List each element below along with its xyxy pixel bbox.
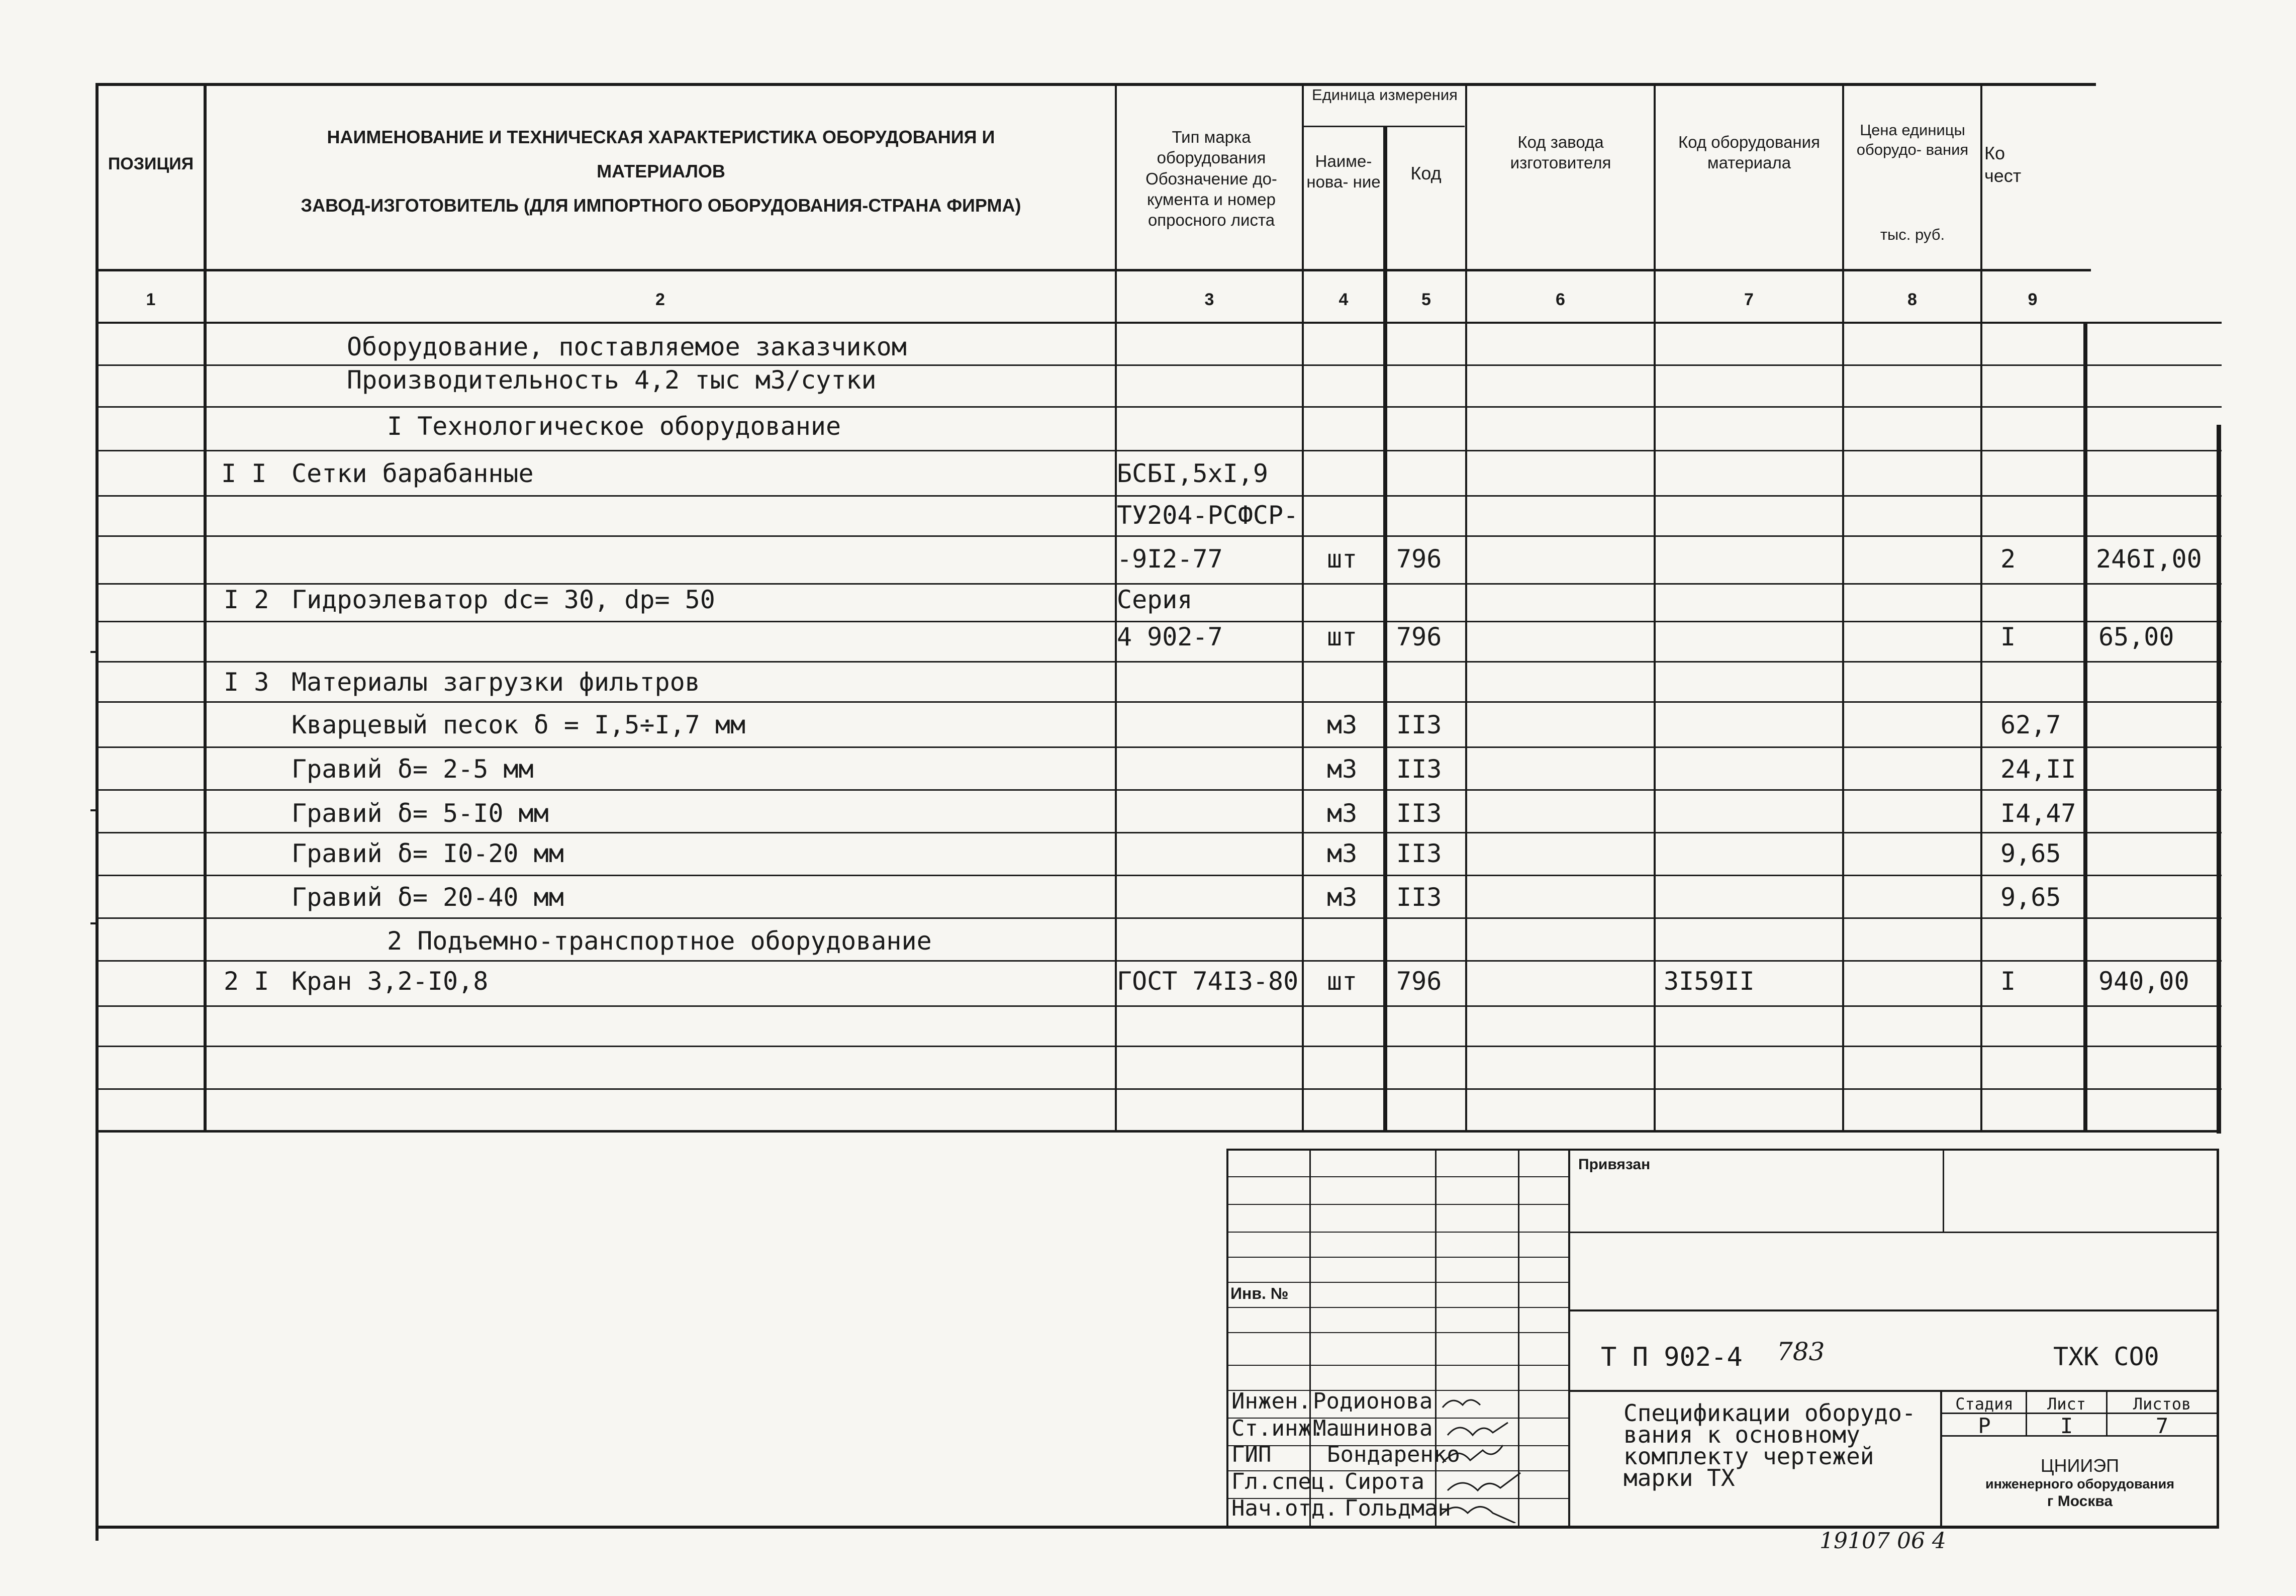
table-row-unit: м3 <box>1327 839 1358 868</box>
doc-number-handwritten: 783 <box>1777 1337 1825 1366</box>
colnum-8: 8 <box>1907 290 1917 309</box>
edge-mark <box>2219 425 2221 1134</box>
table-row-quantity: I4,47 <box>2000 799 2076 828</box>
bound-label: Привязан <box>1578 1156 1651 1173</box>
table-row-quantity: I <box>2000 622 2016 651</box>
colnum-9: 9 <box>2028 290 2038 309</box>
table-row-position: I I <box>221 459 267 488</box>
table-row-extra: 65,00 <box>2098 622 2174 651</box>
table-row-name: Кран 3,2-I0,8 <box>292 967 489 996</box>
table-row-code: II3 <box>1396 755 1442 784</box>
table-row-unit: шт <box>1327 544 1358 574</box>
header-quantity: Ко чест <box>1984 143 2022 186</box>
table-row-name: Оборудование, поставляемое заказчиком <box>347 332 907 361</box>
table-row-name: I Технологическое оборудование <box>387 412 841 441</box>
table-row-code: 796 <box>1396 622 1442 651</box>
table-row-name: Гравий δ= 2-5 мм <box>292 755 534 784</box>
sheet-label: Лист <box>2047 1394 2086 1414</box>
table-row-extra: 246I,00 <box>2096 544 2202 574</box>
table-row-code: 796 <box>1396 967 1442 996</box>
organization-name: ЦНИИЭП <box>2040 1455 2120 1476</box>
table-row-quantity: 2 <box>2000 544 2016 574</box>
table-row-unit: шт <box>1327 967 1358 996</box>
table-row-position: 2 I <box>224 967 269 996</box>
table-row-name: Гравий δ= 20-40 мм <box>292 883 564 912</box>
sheet-title-line3: комплекту чертежей <box>1623 1443 1874 1470</box>
signatures-graphic <box>1438 1387 1558 1523</box>
sheets-value: 7 <box>2155 1414 2169 1438</box>
header-type: Тип марка оборудования Обозначение до- кумента и номер опросного листа <box>1145 128 1277 229</box>
sheet-title-line4: марки ТХ <box>1623 1464 1735 1491</box>
header-name-line2: МАТЕРИАЛОВ <box>597 161 725 181</box>
table-row-quantity: 62,7 <box>2000 710 2061 739</box>
colnum-2: 2 <box>655 290 665 309</box>
staff-name: Родионова <box>1313 1388 1433 1414</box>
header-position: ПОЗИЦИЯ <box>108 154 194 173</box>
table-row-type: БСБI,5хI,9 <box>1117 459 1269 488</box>
table-row-code: II3 <box>1396 710 1442 739</box>
sheet-value: I <box>2060 1414 2073 1438</box>
header-price-unit: тыс. руб. <box>1880 226 1945 243</box>
colnum-7: 7 <box>1744 290 1754 309</box>
table-row-unit: м3 <box>1327 883 1358 912</box>
header-name-line1: НАИМЕНОВАНИЕ И ТЕХНИЧЕСКАЯ ХАРАКТЕРИСТИКА ОБОРУДОВАНИЯ И <box>327 127 995 147</box>
staff-role: ГИП <box>1231 1442 1272 1467</box>
drawing-mark: ТХК СО0 <box>2053 1342 2159 1371</box>
table-row-name: Материалы загрузки фильтров <box>292 668 700 697</box>
staff-role: Инжен. <box>1231 1388 1311 1414</box>
table-row-quantity: I <box>2000 967 2016 996</box>
inventory-label: Инв. № <box>1230 1284 1289 1302</box>
staff-name: Бондаренко <box>1327 1442 1460 1467</box>
table-row-quantity: 9,65 <box>2000 883 2061 912</box>
sheets-label: Листов <box>2133 1394 2191 1414</box>
sheet-title-line1: Спецификации оборудо- <box>1623 1399 1916 1427</box>
staff-name: Сирота <box>1345 1469 1424 1494</box>
table-row-type: ТУ204-РСФСР- <box>1117 501 1299 530</box>
header-factory-code: Код завода изготовителя <box>1510 133 1611 172</box>
organization-city: г Москва <box>2047 1493 2113 1510</box>
table-row-material-code: 3I59II <box>1664 967 1755 996</box>
margin-mark <box>90 922 98 924</box>
colnum-4: 4 <box>1338 290 1349 309</box>
header-unit-code: Код <box>1410 163 1442 183</box>
footer-archive-number: 19107 06 4 <box>1820 1528 1946 1554</box>
organization-subtitle: инженерного оборудования <box>1985 1476 2174 1491</box>
table-row-code: II3 <box>1396 799 1442 828</box>
table-row-code: 796 <box>1396 544 1442 574</box>
staff-name: Машнинова <box>1313 1416 1433 1441</box>
table-row-unit: м3 <box>1327 755 1358 784</box>
doc-number: Т П 902-4 <box>1601 1342 1743 1372</box>
header-unit-name: Наиме- нова- ние <box>1306 152 1381 192</box>
table-row-unit: шт <box>1327 622 1358 651</box>
table-row-unit: м3 <box>1327 799 1358 828</box>
colnum-3: 3 <box>1204 290 1214 309</box>
table-row-name: 2 Подъемно-транспортное оборудование <box>387 926 932 956</box>
table-row-name: Гидроэлеватор dc= 30, dp= 50 <box>292 585 715 614</box>
table-row-quantity: 9,65 <box>2000 839 2061 868</box>
table-row-name: Сетки барабанные <box>292 459 534 488</box>
table-row-type: Серия <box>1117 585 1193 614</box>
header-material-code: Код оборудования материала <box>1678 133 1820 172</box>
header-unit-group: Единица измерения <box>1312 86 1458 104</box>
table-row-name: Гравий δ= I0-20 мм <box>292 839 564 868</box>
stage-label: Стадия <box>1955 1394 2014 1414</box>
staff-role: Ст.инж. <box>1231 1416 1325 1441</box>
table-row-code: II3 <box>1396 839 1442 868</box>
header-name-line3: ЗАВОД-ИЗГОТОВИТЕЛЬ (ДЛЯ ИМПОРТНОГО ОБОРУДОВАНИЯ-СТРАНА ФИРМА) <box>301 195 1021 216</box>
margin-mark <box>90 809 98 811</box>
table-row-code: II3 <box>1396 883 1442 912</box>
table-row-position: I 2 <box>224 585 269 614</box>
colnum-5: 5 <box>1421 290 1431 309</box>
table-row-extra: 940,00 <box>2098 967 2189 996</box>
table-row-unit: м3 <box>1327 710 1358 739</box>
table-row-type: 4 902-7 <box>1117 622 1223 651</box>
sheet-title-line2: вания к основному <box>1623 1421 1860 1448</box>
table-row-name: Производительность 4,2 тыс м3/сутки <box>347 365 877 395</box>
staff-name: Гольдман <box>1345 1495 1451 1521</box>
table-row-name: Кварцевый песок δ = I,5÷I,7 мм <box>292 710 746 739</box>
header-price: Цена единицы оборудо- вания <box>1856 121 1969 158</box>
table-row-name: Гравий δ= 5-I0 мм <box>292 799 549 828</box>
table-row-type: -9I2-77 <box>1117 544 1223 574</box>
colnum-6: 6 <box>1556 290 1565 309</box>
stage-value: Р <box>1978 1414 1991 1438</box>
table-row-quantity: 24,II <box>2000 755 2076 784</box>
staff-role: Гл.спец. <box>1231 1469 1338 1494</box>
table-row-position: I 3 <box>224 668 269 697</box>
margin-mark <box>90 651 98 653</box>
colnum-1: 1 <box>146 290 156 309</box>
staff-role: Нач.отд. <box>1231 1495 1338 1521</box>
table-row-type: ГОСТ 74I3-80 <box>1117 967 1299 996</box>
